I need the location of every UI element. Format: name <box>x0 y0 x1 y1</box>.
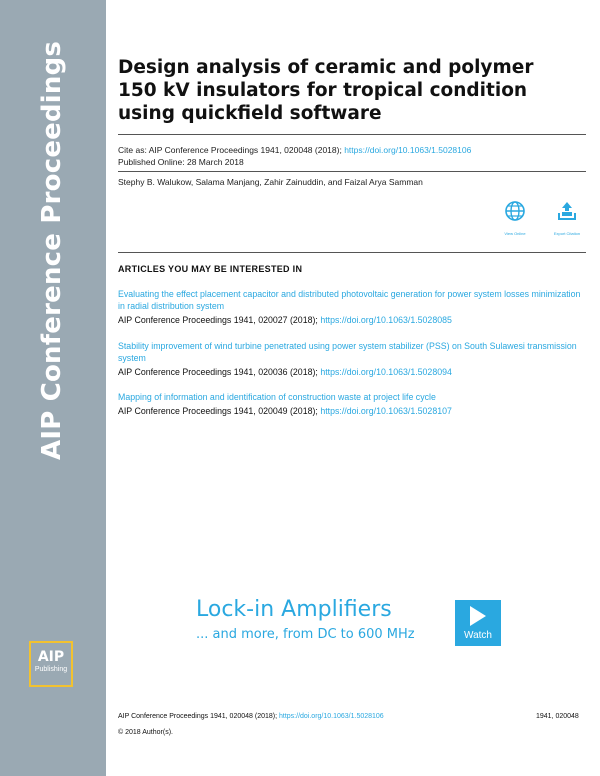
logo-main-text: AIP <box>37 649 65 665</box>
watch-button[interactable] <box>455 600 501 646</box>
footer-doi-link[interactable]: https://doi.org/10.1063/1.5028106 <box>279 713 384 720</box>
section-divider <box>118 252 586 253</box>
related-article-source: AIP Conference Proceedings 1941, 020027 (2018); <box>118 315 318 325</box>
paper-title: Design analysis of ceramic and polymer 150 kV insulators for tropical condition using quickfield software <box>118 57 534 124</box>
footer-cite <box>118 712 384 721</box>
play-icon <box>470 606 486 626</box>
meta-divider <box>118 171 586 172</box>
page-reference: 1941, 020048 <box>536 713 579 720</box>
paper-doi-link[interactable]: https://doi.org/10.1063/1.5028106 <box>344 145 472 155</box>
related-article-cite <box>118 314 588 326</box>
related-article-source: AIP Conference Proceedings 1941, 020036 (2018); <box>118 367 318 377</box>
export-icon <box>556 200 578 222</box>
globe-icon <box>504 200 526 222</box>
related-article-link[interactable]: Evaluating the effect placement capacitor and distributed photovoltaic generation for power system losses minimization in radial distribution system <box>118 289 581 311</box>
related-article-doi[interactable]: https://doi.org/10.1063/1.5028094 <box>320 367 452 377</box>
watch-label: Watch <box>464 630 492 641</box>
view-online-label: View Online <box>504 231 526 236</box>
cite-line <box>118 145 471 156</box>
list-item <box>118 340 588 378</box>
related-article-cite <box>118 405 588 417</box>
related-article-doi[interactable]: https://doi.org/10.1063/1.5028085 <box>320 315 452 325</box>
list-item <box>118 391 588 417</box>
advertisement[interactable] <box>196 596 415 644</box>
author-list: Stephy B. Walukow, Salama Manjang, Zahir Zainuddin, and Faizal Arya Samman <box>118 177 423 187</box>
view-online-button[interactable] <box>495 200 535 236</box>
related-article-cite <box>118 366 588 378</box>
published-date: Published Online: 28 March 2018 <box>118 157 244 167</box>
list-item <box>118 288 588 326</box>
export-citation-label: Export Citation <box>553 231 581 236</box>
related-article-doi[interactable]: https://doi.org/10.1063/1.5028107 <box>320 406 452 416</box>
title-divider <box>118 134 586 135</box>
related-article-source: AIP Conference Proceedings 1941, 020049 (2018); <box>118 406 318 416</box>
logo-sub-text: Publishing <box>34 666 68 673</box>
ad-subline: ... and more, from DC to 600 MHz <box>196 627 415 642</box>
export-citation-button[interactable] <box>547 200 587 236</box>
related-article-link[interactable]: Mapping of information and identification of construction waste at project life cycle <box>118 392 436 402</box>
copyright: © 2018 Author(s). <box>118 729 173 736</box>
ad-headline: Lock-in Amplifiers <box>196 597 392 622</box>
related-article-link[interactable]: Stability improvement of wind turbine penetrated using power system stabilizer (PSS) on South Sulawesi transmission system <box>118 341 577 363</box>
aip-publishing-logo[interactable] <box>29 641 73 687</box>
journal-title: AIP Conference Proceedings <box>37 40 67 460</box>
footer-cite-source: AIP Conference Proceedings 1941, 020048 (2018); <box>118 713 278 720</box>
related-articles-heading: ARTICLES YOU MAY BE INTERESTED IN <box>118 264 303 274</box>
sidebar <box>0 0 106 776</box>
cite-prefix: Cite as: AIP Conference Proceedings 1941, 020048 (2018); <box>118 145 342 155</box>
